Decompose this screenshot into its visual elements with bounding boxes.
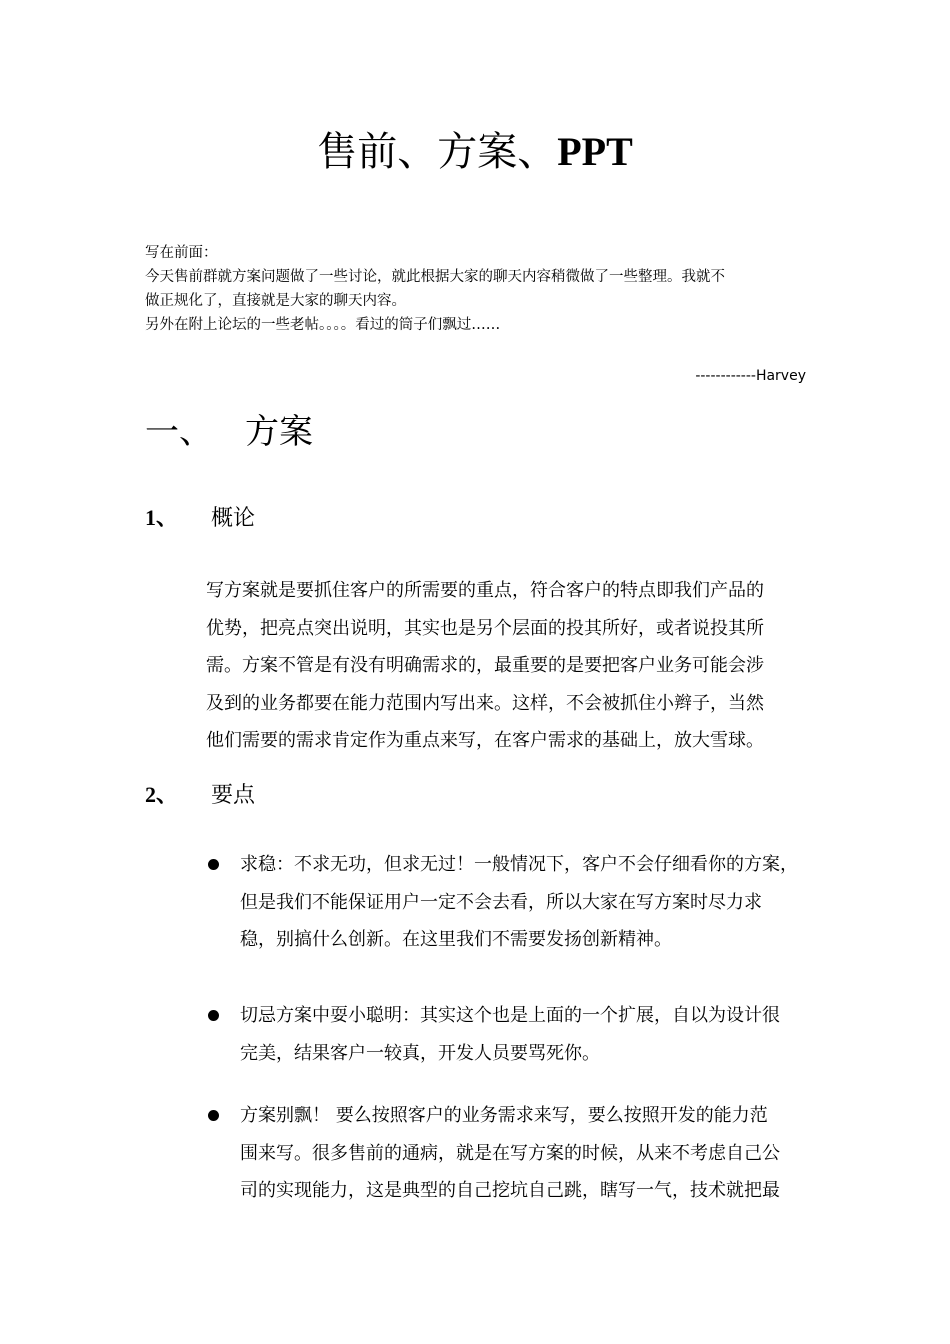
subsection-title: 概论	[211, 506, 256, 531]
bullet-item	[206, 846, 810, 959]
subsection-number: 2、	[145, 782, 179, 808]
bullet-item	[206, 1097, 810, 1210]
preface-line: 写在前面：	[145, 245, 218, 261]
bullet-text: 切忌方案中耍小聪明：其实这个也是上面的一个扩展，自以为设计很 完美，结果客户一较真，开发人员要骂死你。	[240, 1005, 780, 1064]
subsection-title: 要点	[211, 783, 256, 808]
subsection-heading-1	[145, 503, 255, 534]
subsection-heading-2	[145, 780, 255, 811]
document-title	[0, 128, 950, 176]
preface-line: 另外在附上论坛的一些老帖。。。。看过的筒子们飘过……	[145, 317, 501, 333]
author-signature: ------------Harvey	[695, 368, 806, 384]
overview-paragraph	[206, 572, 810, 760]
title-cn: 售前、方案、	[317, 129, 558, 175]
bullet-icon	[208, 859, 219, 870]
bullet-text: 求稳：不求无功，但求无过！一般情况下，客户不会仔细看你的方案， 但是我们不能保证用户一定不会去看，所以大家在写方案时尽力求 稳，别搞什么创新。在这里我们不需要发扬创新精神。	[240, 854, 798, 951]
paragraph-line: 写方案就是要抓住客户的所需要的重点，符合客户的特点即我们产品的	[206, 580, 764, 601]
section-heading-1	[145, 410, 313, 454]
preface	[145, 241, 810, 337]
bullet-icon	[208, 1110, 219, 1121]
bullet-item	[206, 997, 810, 1072]
preface-line: 做正规化了，直接就是大家的聊天内容。	[145, 293, 406, 309]
section-title: 方案	[245, 412, 313, 452]
bullet-icon	[208, 1010, 219, 1021]
paragraph-line: 他们需要的需求肯定作为重点来写，在客户需求的基础上，放大雪球。	[206, 730, 764, 752]
bullet-text: 方案别飘！ 要么按照客户的业务需求来写，要么按照开发的能力范 围来写。很多售前的通病，就是在写方案的时候，从来不考虑自己公 司的实现能力，这是典型的自己挖坑自己跳，瞎写一气，技术就把最	[240, 1105, 780, 1202]
title-latin: PPT	[557, 129, 633, 174]
preface-line: 今天售前群就方案问题做了一些讨论，就此根据大家的聊天内容稍微做了一些整理。我就不	[145, 269, 725, 285]
subsection-number: 1、	[145, 505, 179, 531]
paragraph-line: 需。方案不管是有没有明确需求的，最重要的是要把客户业务可能会涉	[206, 655, 764, 677]
paragraph-line: 及到的业务都要在能力范围内写出来。这样，不会被抓住小辫子，当然	[206, 692, 764, 714]
section-number: 一、	[145, 412, 213, 452]
paragraph-line: 优势，把亮点突出说明，其实也是另个层面的投其所好，或者说投其所	[206, 617, 764, 639]
